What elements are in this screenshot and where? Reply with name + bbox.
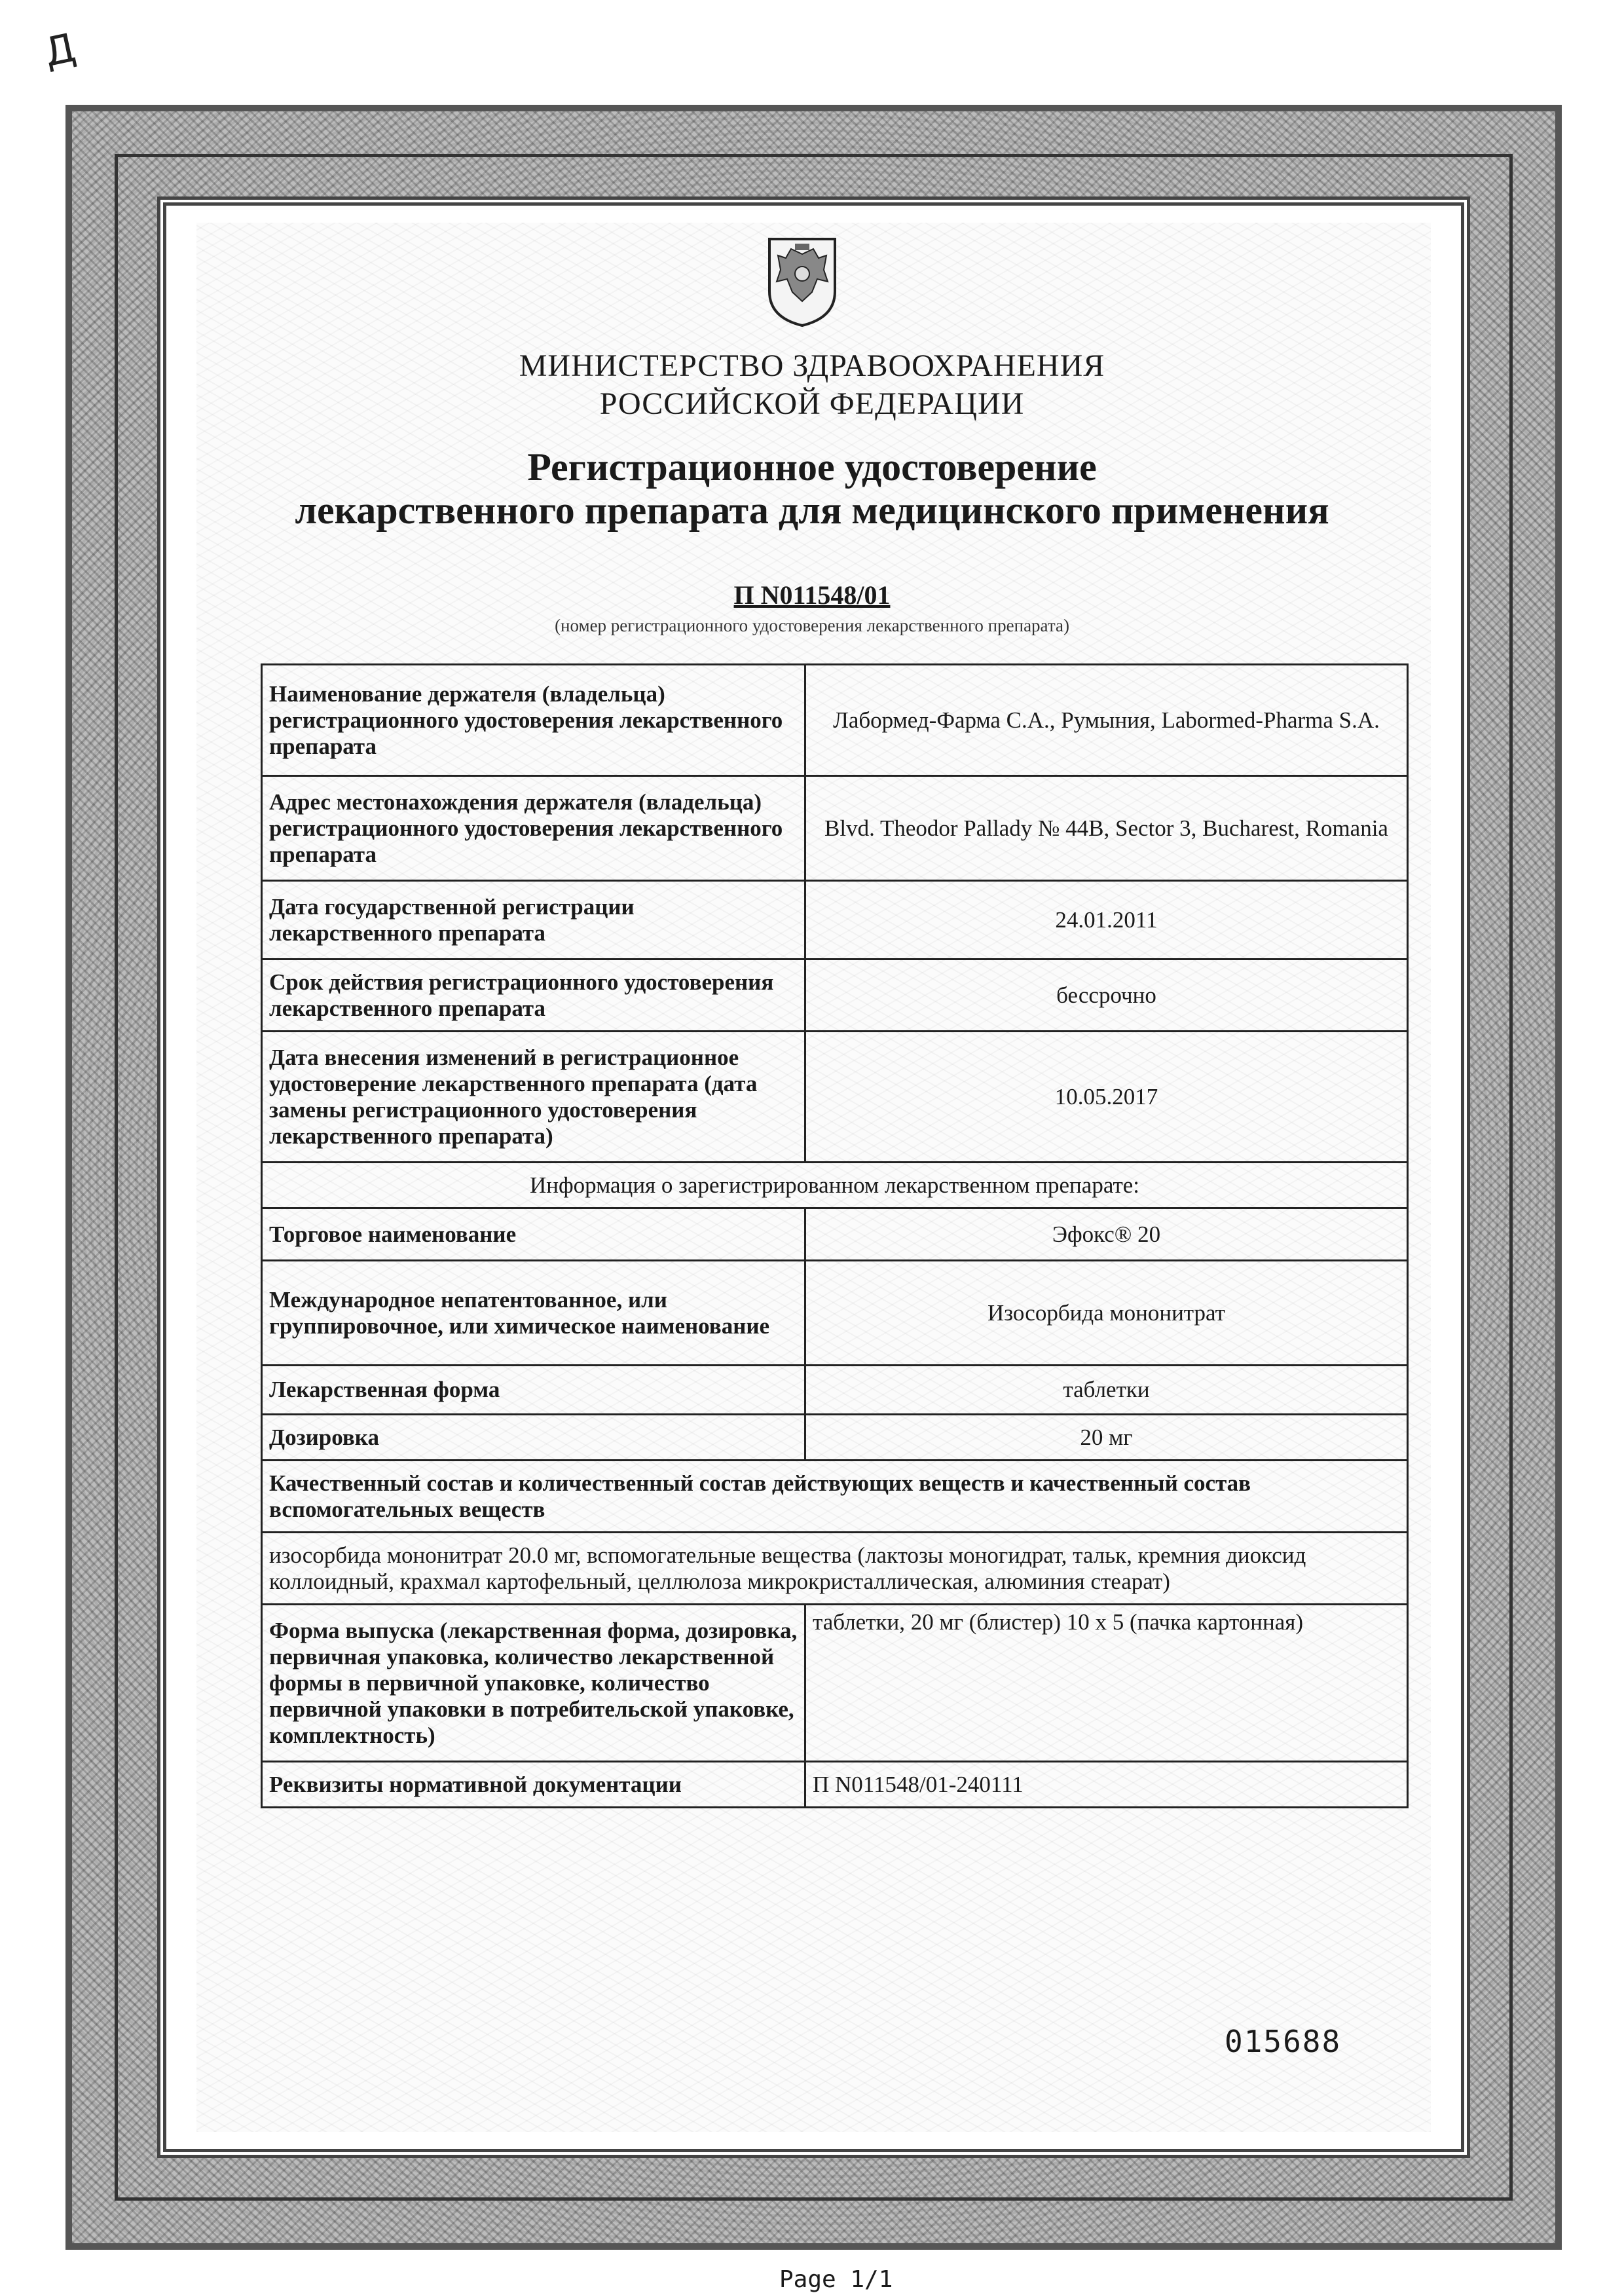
dose-label: Дозировка [262, 1415, 805, 1461]
registration-number: П N011548/01 [733, 580, 891, 610]
composition-value: изосорбида мононитрат 20.0 мг, вспомогательные вещества (лактозы моногидрат, тальк, кремния диоксид коллоидный, крахмал картофельный, целлюлоза микрокристаллическая, алюминия стеарат) [262, 1533, 1408, 1605]
table-row-composition-header [262, 1461, 1408, 1533]
change-date-label: Дата внесения изменений в регистрационное удостоверение лекарственного препарата (дата замены регистрационного удостоверения лекарственного препарата) [262, 1032, 805, 1163]
address-label: Адрес местонахождения держателя (владельца) регистрационного удостоверения лекарственного препарата [262, 776, 805, 881]
ministry-name [262, 347, 1362, 423]
table-row-address [262, 776, 1408, 881]
inn-label: Международное непатентованное, или группировочное, или химическое наименование [262, 1261, 805, 1366]
page-footer: Page 1/1 [779, 2266, 893, 2293]
ministry-line-1: МИНИСТЕРСТВО ЗДРАВООХРАНЕНИЯ [519, 348, 1105, 383]
address-value: Blvd. Theodor Pallady № 44B, Sector 3, Bucharest, Romania [805, 776, 1408, 881]
release-form-label: Форма выпуска (лекарственная форма, дозировка, первичная упаковка, количество лекарственной формы в первичной упаковке, количество первичной упаковки в потребительской упаковке, комплектность) [262, 1605, 805, 1762]
holder-label: Наименование держателя (владельца) регистрационного удостоверения лекарственного препарата [262, 665, 805, 776]
trade-name-value: Эфокс® 20 [805, 1208, 1408, 1261]
inn-value: Изосорбида мононитрат [805, 1261, 1408, 1366]
info-header: Информация о зарегистрированном лекарственном препарате: [262, 1163, 1408, 1208]
table-row-holder [262, 665, 1408, 776]
coat-of-arms-icon [766, 236, 838, 327]
certificate-table [261, 663, 1409, 1808]
ministry-line-2: РОССИЙСКОЙ ФЕДЕРАЦИИ [599, 386, 1025, 421]
composition-header: Качественный состав и количественный состав действующих веществ и качественный состав вспомогательных веществ [262, 1461, 1408, 1533]
holder-value: Лабормед-Фарма С.А., Румыния, Labormed-Pharma S.A. [805, 665, 1408, 776]
table-row-change-date [262, 1032, 1408, 1163]
normative-label: Реквизиты нормативной документации [262, 1762, 805, 1808]
title-line-1: Регистрационное удостоверение [527, 445, 1097, 489]
change-date-value: 10.05.2017 [805, 1032, 1408, 1163]
handwritten-mark: Д [40, 24, 80, 77]
document-title [216, 445, 1408, 532]
table-row-validity [262, 960, 1408, 1032]
table-row-normative [262, 1762, 1408, 1808]
title-line-2: лекарственного препарата для медицинского применения [295, 489, 1329, 532]
normative-value: П N011548/01-240111 [805, 1762, 1408, 1808]
registration-number-caption: (номер регистрационного удостоверения лекарственного препарата) [555, 616, 1069, 635]
validity-value: бессрочно [805, 960, 1408, 1032]
validity-label: Срок действия регистрационного удостоверения лекарственного препарата [262, 960, 805, 1032]
table-row-dose [262, 1415, 1408, 1461]
table-row-form [262, 1366, 1408, 1415]
serial-number: 015688 [1225, 2024, 1342, 2059]
dose-value: 20 мг [805, 1415, 1408, 1461]
table-row-info-header [262, 1163, 1408, 1208]
form-value: таблетки [805, 1366, 1408, 1415]
table-row-release-form [262, 1605, 1408, 1762]
table-row-reg-date [262, 881, 1408, 960]
form-label: Лекарственная форма [262, 1366, 805, 1415]
table-row-trade-name [262, 1208, 1408, 1261]
table-row-composition [262, 1533, 1408, 1605]
release-form-value: таблетки, 20 мг (блистер) 10 x 5 (пачка картонная) [805, 1605, 1408, 1762]
reg-date-value: 24.01.2011 [805, 881, 1408, 960]
reg-date-label: Дата государственной регистрации лекарственного препарата [262, 881, 805, 960]
trade-name-label: Торговое наименование [262, 1208, 805, 1261]
table-row-inn [262, 1261, 1408, 1366]
